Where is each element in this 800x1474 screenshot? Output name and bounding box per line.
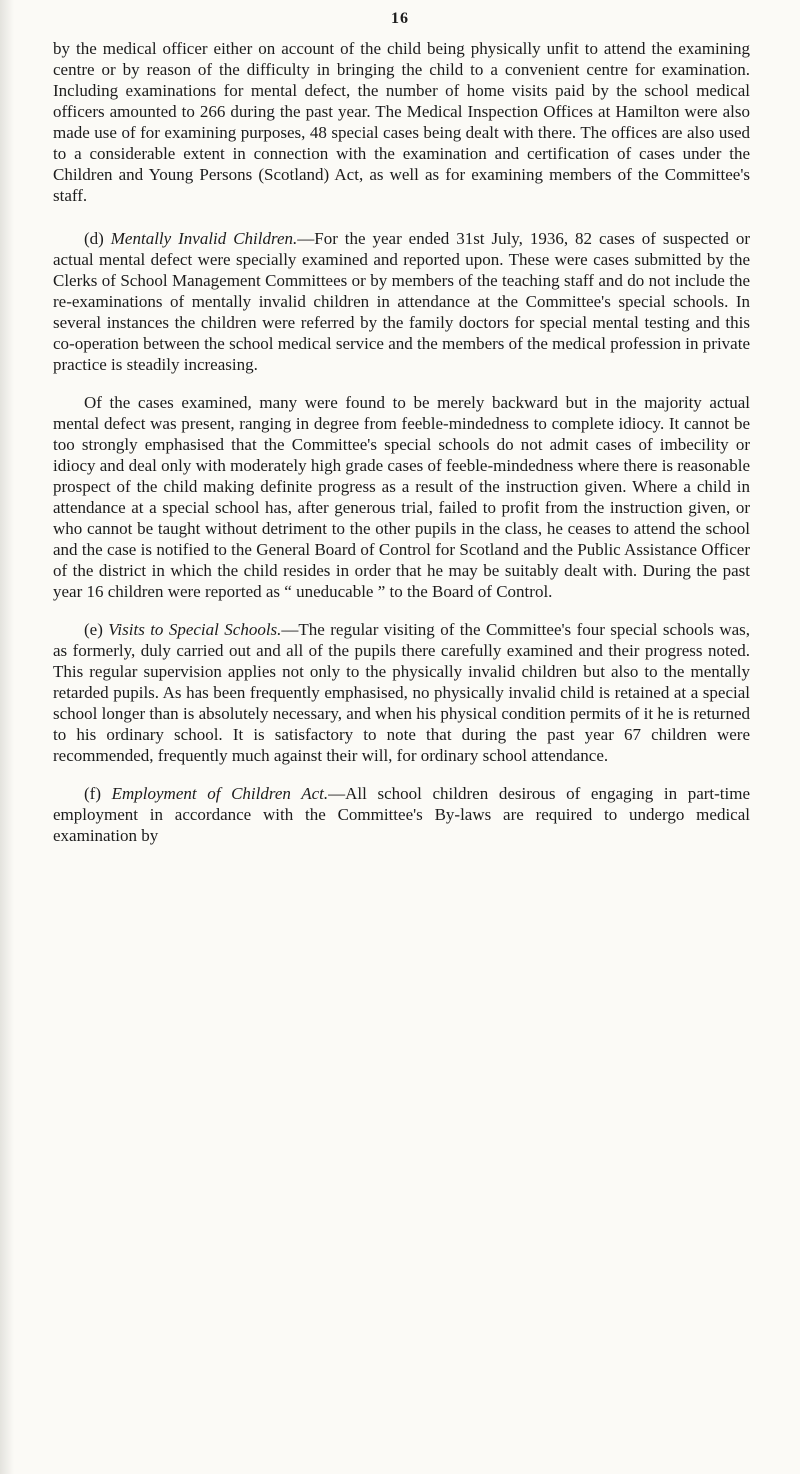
section-heading: Employment of Children Act. — [111, 784, 329, 803]
section-heading: Mentally Invalid Children. — [110, 229, 298, 248]
section-label: (f) — [84, 784, 101, 803]
paragraph-mentally-invalid-children — [53, 228, 750, 375]
paragraph-text: by the medical officer either on account of the child being physically unfit to attend the examining centre or by reason of the difficulty in bringing the child to a convenient centre for examination. Including examinations for mental defect, the number of home visits paid by the school medical officers amounted to 266 during the past year. The Medical Inspection Offices at Hamilton were also made use of for examining purposes, 48 special cases being dealt with there. The offices are also used to a considerable extent in connection with the examination and certification of cases under the Children and Young Persons (Scotland) Act, as well as for examining members of the Committee's staff. — [53, 39, 750, 205]
paragraph-text: Of the cases examined, many were found to be merely backward but in the majority actual mental defect was present, ranging in degree from feeble-mindedness to complete idiocy. It cannot be too strongly emphasised that the Committee's special schools do not admit cases of imbecility or idiocy and deal only with moderately high grade cases of feeble-mindedness where there is reasonable prospect of the child making definite progress as a result of the instruction given. Where a child in attendance at a special school has, after generous trial, failed to profit from the instruction given, or who cannot be taught without detriment to the other pupils in the class, he ceases to attend the school and the case is notified to the General Board of Control for Scotland and the Public Assistance Officer of the district in which the child resides in order that he may be suitably dealt with. During the past year 16 children were reported as “ uneducable ” to the Board of Control. — [53, 393, 750, 601]
paragraph-employment-of-children — [53, 783, 750, 846]
paragraph-text: —For the year ended 31st July, 1936, 82 cases of suspected or actual mental defect were specially examined and reported upon. These were cases submitted by the Clerks of School Management Committees or by members of the teaching staff and do not include the re-examinations of mentally invalid children in attendance at the Committee's special schools. In several instances the children were referred by the family doctors for special mental testing and this co-operation between the school medical service and the members of the medical profession in private practice is steadily increasing. — [53, 229, 751, 374]
page-binding-shadow — [0, 0, 14, 1474]
paragraph-text: —All school children desirous of engaging in part-time employment in accordance with the Committee's By-laws are required to undergo medical examination by — [53, 784, 751, 845]
page-body — [53, 38, 750, 846]
paragraph-home-visits — [53, 38, 750, 206]
paragraph-text: —The regular visiting of the Committee's four special schools was, as formerly, duly carried out and all of the pupils there carefully examined and their progress noted. This regular supervision applies not only to the physically invalid children but also to the mentally retarded pupils. As has been frequently emphasised, no physically invalid child is retained at a special school longer than is absolutely necessary, and when his physical condition permits of it he is returned to his ordinary school. It is satisfactory to note that during the past year 67 children were recommended, frequently much against their will, for ordinary school attendance. — [53, 620, 751, 765]
paragraph-visits-special-schools — [53, 619, 750, 766]
page-number: 16 — [391, 10, 409, 27]
section-label: (e) — [84, 620, 103, 639]
paragraph-cases-examined — [53, 392, 750, 602]
section-label: (d) — [84, 229, 104, 248]
section-heading: Visits to Special Schools. — [108, 620, 282, 639]
